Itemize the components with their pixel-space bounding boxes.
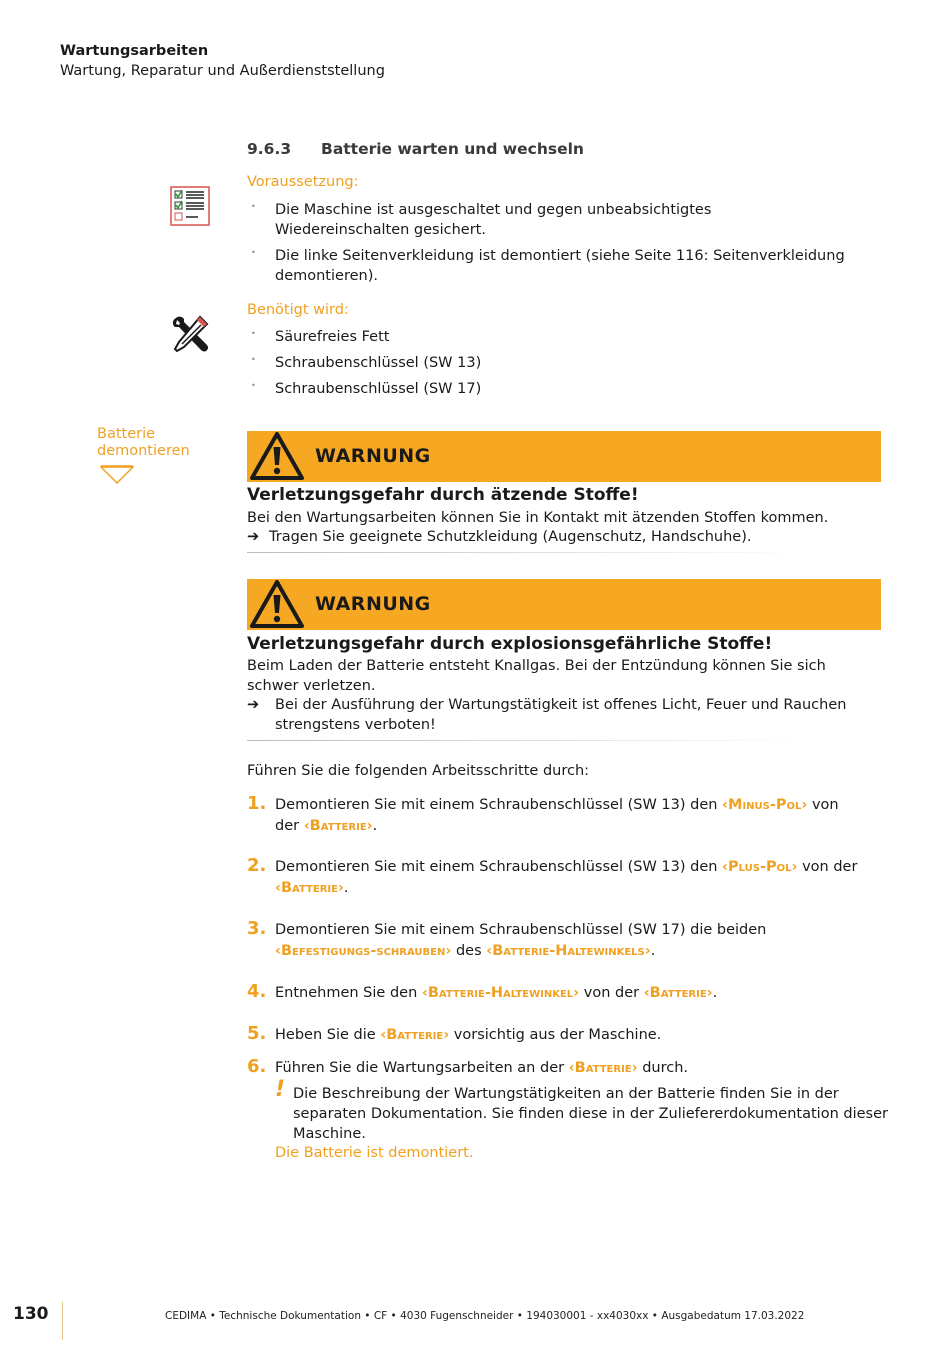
side-label-line2: demontieren	[97, 443, 190, 459]
step-number: 6.	[247, 1056, 267, 1077]
keyword: ‹Batterie-Haltewinkels›	[486, 943, 651, 959]
arrow-right-icon: ➔	[247, 529, 260, 545]
warning-action-text: Bei der Ausführung der Wartungstätigkeit ist offenes Licht, Feuer und Rauchen strengstens verboten!	[275, 697, 847, 733]
step: 4. Entnehmen Sie den ‹Batterie-Haltewinkel› von der ‹Batterie›.	[247, 981, 718, 1002]
chevron-down-icon	[100, 465, 134, 485]
step: 1. Demontieren Sie mit einem Schraubenschlüssel (SW 13) den ‹Minus-Pol› von der ‹Batterie›.	[247, 793, 839, 834]
warning-signal: WARNUNG	[315, 593, 431, 615]
keyword: ‹Minus-Pol›	[722, 797, 808, 813]
section-number: 9.6.3	[247, 140, 292, 158]
section-title: Batterie warten und wechseln	[321, 140, 584, 158]
keyword: ‹Batterie›	[380, 1027, 450, 1043]
side-label	[97, 426, 190, 460]
warning-body: Bei den Wartungsarbeiten können Sie in Kontakt mit ätzenden Stoffen kommen.	[247, 510, 829, 526]
keyword: ‹Batterie›	[275, 880, 344, 896]
divider	[247, 552, 807, 553]
step: 3. Demontieren Sie mit einem Schraubenschlüssel (SW 17) die beiden ‹Befestigungs-schrauben› des ‹Batterie-Haltewinkels›.	[247, 918, 767, 959]
warning-action	[247, 527, 897, 547]
warning-action-text: Tragen Sie geeignete Schutzkleidung (Augenschutz, Handschuhe).	[269, 529, 752, 545]
warning-heading: Verletzungsgefahr durch explosionsgefährliche Stoffe!	[247, 634, 773, 654]
keyword: ‹Batterie›	[643, 985, 713, 1001]
header-subtitle: Wartung, Reparatur und Außerdienststellung	[60, 63, 385, 79]
keyword: ‹Batterie›	[303, 818, 373, 834]
checklist-icon	[170, 186, 210, 226]
header-title: Wartungsarbeiten	[60, 43, 209, 59]
note	[275, 1077, 895, 1144]
prerequisites-label: Voraussetzung:	[247, 174, 359, 190]
step-number: 5.	[247, 1023, 267, 1044]
list-item: • Schraubenschlüssel (SW 13)	[247, 353, 847, 373]
step-number: 1.	[247, 793, 267, 814]
list-item: • Säurefreies Fett	[247, 327, 847, 347]
warning-banner	[247, 431, 881, 482]
result-text: Die Batterie ist demontiert.	[275, 1145, 474, 1161]
warning-icon	[250, 580, 304, 629]
list-item: • Die Maschine ist ausgeschaltet und gegen unbeabsichtigtes Wiedereinschalten gesichert.	[247, 200, 847, 240]
footer-text: CEDIMA • Technische Dokumentation • CF • 4030 Fugenschneider • 194030001 - xx4030xx • Ausgabedatum 17.03.2022	[165, 1310, 805, 1322]
required-list	[247, 327, 847, 399]
list-item: • Die linke Seitenverkleidung ist demontiert (siehe Seite 116: Seitenverkleidung demontieren).	[247, 246, 847, 286]
list-item: • Schraubenschlüssel (SW 17)	[247, 379, 847, 399]
page-number: 130	[13, 1304, 49, 1324]
step: 2. Demontieren Sie mit einem Schraubenschlüssel (SW 13) den ‹Plus-Pol› von der ‹Batterie›.	[247, 855, 858, 896]
warning-action	[247, 695, 897, 735]
keyword: ‹Befestigungs-schrauben›	[275, 943, 452, 959]
warning-heading: Verletzungsgefahr durch ätzende Stoffe!	[247, 485, 639, 505]
keyword: ‹Plus-Pol›	[722, 859, 798, 875]
step-number: 2.	[247, 855, 267, 876]
warning-body: Beim Laden der Batterie entsteht Knallgas. Bei der Entzündung können Sie sich schwer verletzen.	[247, 658, 826, 694]
warning-signal: WARNUNG	[315, 445, 431, 467]
step-number: 3.	[247, 918, 267, 939]
step: 5. Heben Sie die ‹Batterie› vorsichtig aus der Maschine.	[247, 1023, 662, 1044]
keyword: ‹Batterie-Haltewinkel›	[421, 985, 580, 1001]
step: 6. Führen Sie die Wartungsarbeiten an der ‹Batterie› durch.	[247, 1056, 689, 1077]
steps-intro: Führen Sie die folgenden Arbeitsschritte durch:	[247, 763, 590, 779]
warning-icon	[250, 432, 304, 481]
divider	[247, 740, 807, 741]
step-number: 4.	[247, 981, 267, 1002]
note-text: Die Beschreibung der Wartungstätigkeiten an der Batterie finden Sie in der separaten Dokumentation. Sie finden diese in der Zuliefererdokumentation dieser Maschine.	[293, 1086, 888, 1142]
arrow-right-icon: ➔	[247, 697, 260, 713]
keyword: ‹Batterie›	[568, 1060, 638, 1076]
required-label: Benötigt wird:	[247, 302, 349, 318]
exclamation-icon: !	[275, 1077, 286, 1102]
side-label-line1: Batterie	[97, 426, 156, 442]
prerequisites-list	[247, 200, 847, 286]
footer-divider	[62, 1302, 63, 1340]
tools-icon	[170, 314, 212, 356]
warning-banner	[247, 579, 881, 630]
